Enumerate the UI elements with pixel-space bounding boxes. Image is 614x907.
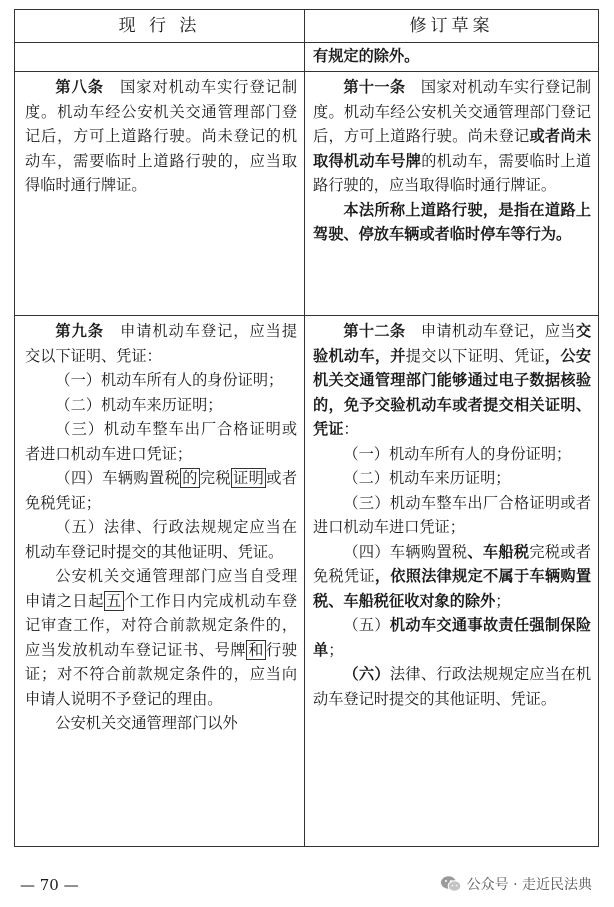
boxed-word: 和 [248,640,265,659]
row0-right-text: 有规定的除外。 [313,47,420,65]
row-divider [15,315,598,316]
article-9-para-2-text: 个工作日内完成机动车登记审查工作，对符合前款规定条件的，应当发放机动车登记证书、号牌 [25,591,298,659]
column-divider [304,10,305,846]
article-12-item-6: 法律、行政法规规定应当在机动车登记时提交的其他证明、凭证。 [313,665,592,708]
boxed-word: 五 [106,591,122,610]
article-12-item-4: （四）车辆购置税 [343,542,468,561]
article-12-item-1: （一）机动车所有人的身份证明； [343,444,572,463]
row0-right-cell [313,44,591,69]
article-12-item-4-end: ； [495,591,511,610]
article-12-added-2: ，公安机关交通管理部门能够通过电子数据核验的，免予交验机动车或者提交相关证明、凭证 [313,346,592,438]
article-8-cell [25,75,297,198]
article-9-item-2: （二）机动车来历证明； [55,395,223,414]
article-12-item-5: 机动车交通事故责任强制保险单 [313,616,592,659]
comparison-table [14,9,599,847]
boxed-word: 的 [182,469,198,487]
article-12-intro: 申请机动车登记，应当 [405,322,576,340]
article-12-item-3: （三）机动车整车出厂合格证明或者进口机动车进口凭证； [313,493,591,536]
header-revised-draft: 修订草案 [409,16,494,36]
article-9-item-5: （五）法律、行政法规规定应当在机动车登记时提交的其他证明、凭证。 [25,518,297,561]
article-9-item-4: （四）车辆购置税 [55,469,181,487]
brand-text: 公众号 · 走近民法典 [466,877,592,893]
boxed-word: 证明 [233,469,265,487]
article-11-title: 第十一条 [343,78,406,96]
article-9-item-4-end: 或者免税凭证； [25,469,298,512]
article-9-para-2-end: 行驶证；对不符合前款规定条件的，应当向申请人说明不予登记的理由。 [25,640,298,708]
article-9-intro: 申请机动车登记，应当提交以下证明、凭证： [25,322,298,365]
wechat-icon [440,875,462,893]
footer-brand [440,874,592,894]
article-12-cell [313,319,591,711]
article-9-para-2: 公安机关交通管理部门应当自受理申请之日起 [25,567,297,610]
article-12-item-2: （二）机动车来历证明； [343,469,511,487]
article-12-item-5-end: ； [328,640,344,659]
article-12-added-1: 交验机动车，并 [313,322,592,365]
article-9-item-4-text: 完税 [199,469,232,487]
page-number: — 70 — [20,876,79,894]
article-11-body-1: 国家对机动车实行登记制度。机动车经公安机关交通管理部门登记后，方可上道路行驶。尚未登记 [313,78,592,145]
article-8-title: 第八条 [55,78,104,96]
row-divider [15,71,598,72]
article-9-item-3: （三）机动车整车出厂合格证明或者进口机动车进口凭证； [25,420,297,463]
article-12-item-4-text: 完税或者免税凭证 [313,542,592,585]
article-12-item-6-num: （六） [343,665,390,683]
article-12-title: 第十二条 [343,322,406,340]
row-divider [15,42,598,43]
article-9-item-1: （一）机动车所有人的身份证明； [55,371,284,389]
header-current-law: 现 行 法 [118,16,201,36]
article-11-cell [313,75,591,247]
article-12-item-4-added-2: ，依照法律规定不属于车辆购置税、车船税征收对象的除外 [313,567,592,610]
article-11-body-2: 的机动车，需要临时上道路行驶的，应当取得临时通行牌证。 [313,151,592,194]
article-8-body: 国家对机动车实行登记制度。机动车经公安机关交通管理部门登记后，方可上道路行驶。尚未登记的机动车，需要临时上道路行驶的，应当取得临时通行牌证。 [25,78,298,194]
article-11-para-2: 本法所称上道路行驶，是指在道路上驾驶、停放车辆或者临时停车等行为。 [313,200,591,243]
article-12-intro-2: 提交以下证明、凭证 [405,346,545,365]
article-12-intro-end: ： [343,420,359,438]
article-9-cell [25,319,297,736]
article-9-para-3: 公安机关交通管理部门以外 [55,714,238,732]
article-12-item-4-added: 、车船税 [467,542,530,561]
article-9-title: 第九条 [55,322,104,340]
article-12-item-5-num: （五） [343,616,390,634]
article-11-added-1: 或者尚未取得机动车号牌 [313,127,592,170]
